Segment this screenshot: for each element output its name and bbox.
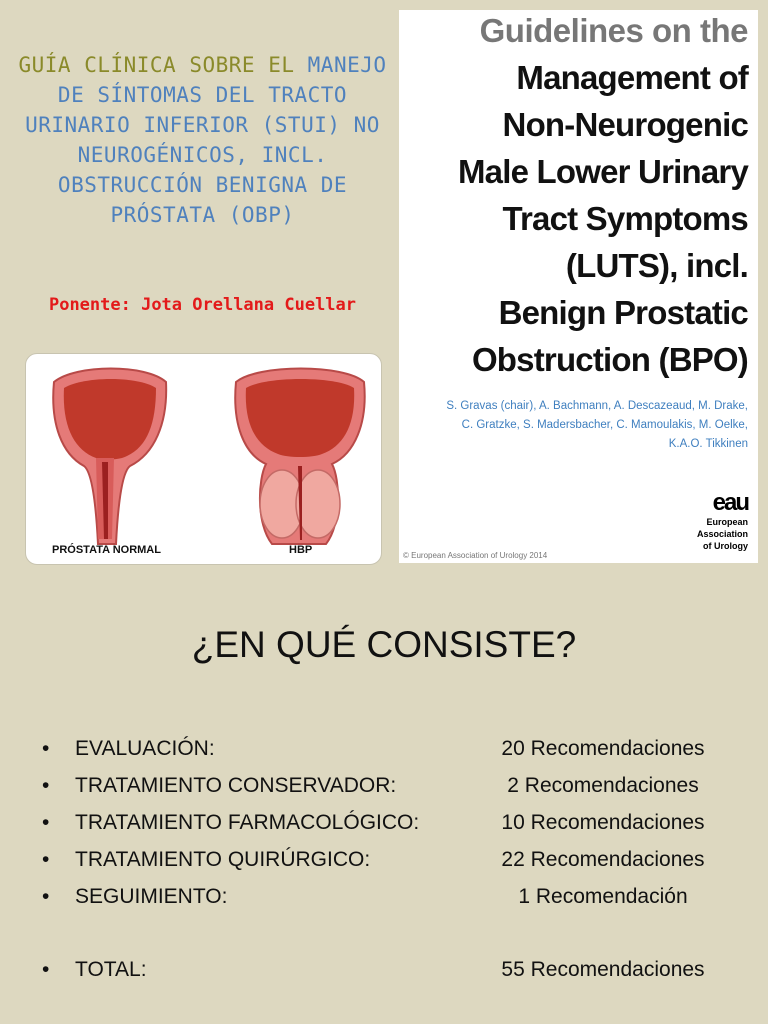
cover-heading-line: Benign Prostatic (498, 294, 748, 331)
cover-heading-intro: Guidelines on the (479, 12, 748, 49)
item-count: 2 Recomendaciones (507, 774, 699, 797)
bullet-icon: • (42, 958, 50, 981)
eau-logo-line: European (706, 517, 748, 527)
author-line: C. Gratzke, S. Madersbacher, C. Mamoulakis, M. Oelke, (461, 419, 748, 431)
cover-heading-line: Male Lower Urinary (457, 153, 748, 190)
prostate-diagram (26, 354, 381, 564)
item-count: 10 Recomendaciones (501, 811, 705, 834)
cover-heading-line: (LUTS), incl. (565, 247, 748, 284)
item-count: 1 Recomendación (518, 885, 688, 908)
bullet-icon: • (42, 774, 50, 797)
guideline-cover (399, 10, 758, 563)
eau-logo-line: Association (696, 529, 748, 539)
item-label: TRATAMIENTO CONSERVADOR: (75, 774, 397, 797)
item-count: 22 Recomendaciones (501, 848, 705, 871)
guide-title-main: MANEJO DE SÍNTOMAS DEL TRACTO URINARIO INFERIOR (STUI) NO NEUROGÉNICOS, INCL. OBSTRUCCIÓN BENIGNA DE PRÓSTATA (OBP) (25, 53, 387, 227)
cover-copyright: © European Association of Urology 2014 (403, 551, 548, 560)
bullet-icon: • (42, 811, 50, 834)
list-item (42, 811, 732, 848)
list-item-total (42, 958, 732, 995)
hbp-prostate-drawing (235, 369, 364, 545)
prostate-illustration (25, 353, 382, 565)
author-line: S. Gravas (chair), A. Bachmann, A. Descazeaud, M. Drake, (446, 400, 748, 412)
eau-logo-line: of Urology (703, 541, 748, 551)
item-count: 20 Recomendaciones (501, 737, 705, 760)
list-item (42, 885, 732, 922)
item-label: TRATAMIENTO FARMACOLÓGICO: (75, 811, 420, 834)
total-count: 55 Recomendaciones (501, 958, 705, 981)
cover-heading-line: Management of (516, 59, 748, 96)
list-item (42, 774, 732, 811)
bullet-icon: • (42, 848, 50, 871)
item-label: TRATAMIENTO QUIRÚRGICO: (75, 848, 371, 871)
item-label: SEGUIMIENTO: (75, 885, 228, 908)
cover-heading (398, 54, 748, 383)
eau-logo-mark: eau (712, 489, 748, 516)
normal-prostate-drawing (53, 369, 166, 545)
author-line: K.A.O. Tikkinen (668, 438, 748, 450)
normal-prostate-label: PRÓSTATA NORMAL (52, 544, 161, 556)
list-item (42, 848, 732, 885)
eau-logo (678, 490, 748, 552)
cover-authors (418, 397, 748, 454)
section-question: ¿EN QUÉ CONSISTE? (191, 624, 577, 665)
presenter-name: Ponente: Jota Orellana Cuellar (48, 295, 357, 315)
total-label: TOTAL: (75, 958, 147, 981)
item-label: EVALUACIÓN: (75, 737, 215, 760)
bullet-icon: • (42, 885, 50, 908)
bullet-icon: • (42, 737, 50, 760)
recommendations-list (42, 737, 732, 995)
list-item (42, 737, 732, 774)
guide-title (10, 50, 395, 230)
cover-heading-line: Tract Symptoms (502, 200, 748, 237)
cover-heading-line: Obstruction (BPO) (471, 341, 748, 378)
hbp-label: HBP (289, 544, 313, 556)
guide-title-intro: GUÍA CLÍNICA SOBRE EL (18, 53, 295, 77)
cover-heading-line: Non-Neurogenic (502, 106, 748, 143)
